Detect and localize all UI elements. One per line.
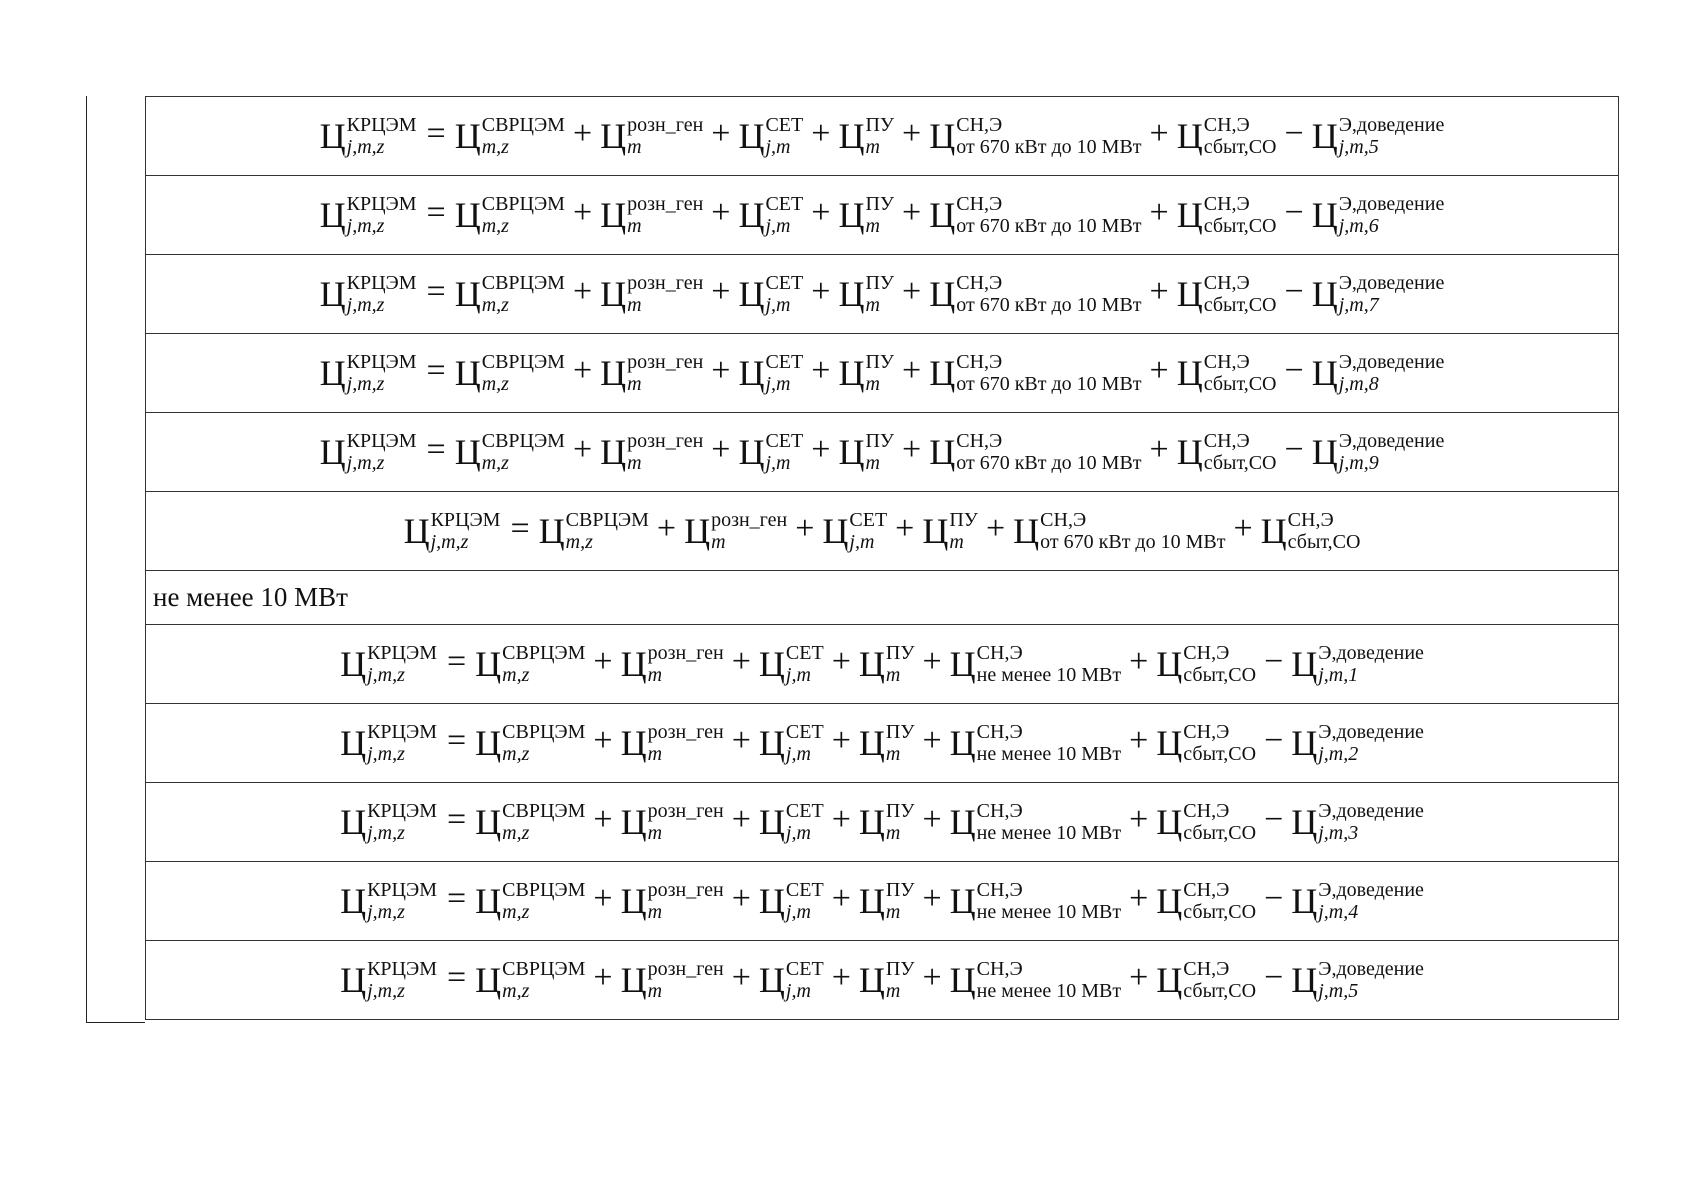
term-lhs: Ц КРЦЭМ j,m,z: [340, 800, 437, 844]
formula-cell: [146, 704, 1619, 783]
term-pu: Ц ПУ m: [838, 193, 895, 237]
term-sbyt: Ц СН,Э сбыт,СО: [1156, 721, 1257, 765]
table-row: [146, 941, 1619, 1020]
term-lhs: Ц КРЦЭМ j,m,z: [340, 958, 437, 1002]
term-svrcem: Ц СВРЦЭМ m,z: [454, 430, 565, 474]
term-svrcem: Ц СВРЦЭМ m,z: [454, 114, 565, 158]
term-dovedenie: Ц Э,доведение j,m,4: [1291, 879, 1424, 923]
table-row: [146, 334, 1619, 413]
term-set: Ц СЕТ j,m: [758, 800, 824, 844]
term-dovedenie: Ц Э,доведение j,m,2: [1291, 721, 1424, 765]
term-pu: Ц ПУ m: [858, 800, 915, 844]
term-sbyt: Ц СН,Э сбыт,СО: [1176, 272, 1277, 316]
term-lhs: Ц КРЦЭМ j,m,z: [319, 114, 417, 158]
formula-cell: [146, 97, 1619, 176]
term-svrcem: Ц СВРЦЭМ m,z: [475, 800, 586, 844]
term-svrcem: Ц СВРЦЭМ m,z: [454, 193, 565, 237]
term-sn: Ц СН,Э не менее 10 МВт: [949, 879, 1122, 923]
term-rozn-gen: Ц розн_ген m: [620, 721, 724, 765]
term-sn: Ц СН,Э не менее 10 МВт: [949, 958, 1122, 1002]
term-svrcem: Ц СВРЦЭМ m,z: [475, 958, 586, 1002]
term-rozn-gen: Ц розн_ген m: [600, 272, 704, 316]
formula-cell: [146, 413, 1619, 492]
table-row: [146, 862, 1619, 941]
term-sbyt: Ц СН,Э сбыт,СО: [1156, 642, 1257, 686]
table-row: [146, 625, 1619, 704]
term-pu: Ц ПУ m: [838, 114, 895, 158]
term-svrcem: Ц СВРЦЭМ m,z: [475, 721, 586, 765]
term-pu: Ц ПУ m: [858, 642, 915, 686]
table-row: [146, 783, 1619, 862]
term-dovedenie: Ц Э,доведение j,m,7: [1311, 272, 1445, 316]
term-sbyt: Ц СН,Э сбыт,СО: [1176, 193, 1277, 237]
formula: Ц КРЦЭМ j,m,z = Ц СВРЦЭМ m,z + Ц розн_ген m + Ц СЕТ j,m + Ц ПУ m + Ц СН,Э не менее 10 МВт + Ц СН,Э сбыт,СО − Ц Э,доведение j,m,1: [340, 642, 1424, 686]
term-dovedenie: Ц Э,доведение j,m,5: [1311, 114, 1445, 158]
term-sbyt: Ц СН,Э сбыт,СО: [1176, 351, 1277, 395]
term-set: Ц СЕТ j,m: [738, 351, 804, 395]
term-pu: Ц ПУ m: [858, 879, 915, 923]
term-lhs: Ц КРЦЭМ j,m,z: [340, 721, 437, 765]
term-pu: Ц ПУ m: [838, 351, 895, 395]
term-svrcem: Ц СВРЦЭМ m,z: [454, 272, 565, 316]
term-set: Ц СЕТ j,m: [738, 430, 804, 474]
term-svrcem: Ц СВРЦЭМ m,z: [538, 509, 649, 553]
term-sn: Ц СН,Э от 670 кВт до 10 МВт: [929, 193, 1142, 237]
table-row: [146, 492, 1619, 571]
table-row: [146, 255, 1619, 334]
term-rozn-gen: Ц розн_ген m: [620, 879, 724, 923]
formula: Ц КРЦЭМ j,m,z = Ц СВРЦЭМ m,z + Ц розн_ген m + Ц СЕТ j,m + Ц ПУ m + Ц СН,Э не менее 10 МВт + Ц СН,Э сбыт,СО − Ц Э,доведение j,m,5: [340, 958, 1424, 1002]
term-lhs: Ц КРЦЭМ j,m,z: [340, 879, 437, 923]
term-sbyt: Ц СН,Э сбыт,СО: [1156, 800, 1257, 844]
formula: Ц КРЦЭМ j,m,z = Ц СВРЦЭМ m,z + Ц розн_ген m + Ц СЕТ j,m + Ц ПУ m + Ц СН,Э от 670 кВт до 10 МВт + Ц СН,Э сбыт,СО: [403, 509, 1361, 553]
term-sn: Ц СН,Э не менее 10 МВт: [949, 642, 1122, 686]
formula-cell: [146, 862, 1619, 941]
formula: Ц КРЦЭМ j,m,z = Ц СВРЦЭМ m,z + Ц розн_ген m + Ц СЕТ j,m + Ц ПУ m + Ц СН,Э не менее 10 МВт + Ц СН,Э сбыт,СО − Ц Э,доведение j,m,4: [340, 879, 1424, 923]
term-rozn-gen: Ц розн_ген m: [684, 509, 788, 553]
term-lhs: Ц КРЦЭМ j,m,z: [340, 642, 437, 686]
formula-cell: [146, 783, 1619, 862]
term-set: Ц СЕТ j,m: [758, 721, 824, 765]
formula-table: [145, 96, 1619, 1020]
term-set: Ц СЕТ j,m: [738, 272, 804, 316]
table-row: [146, 176, 1619, 255]
section-header-cell: [146, 571, 1619, 625]
section-header-row: [146, 571, 1619, 625]
term-lhs: Ц КРЦЭМ j,m,z: [403, 509, 501, 553]
formula-cell: [146, 625, 1619, 704]
section-label: не менее 10 МВт: [153, 582, 348, 612]
term-dovedenie: Ц Э,доведение j,m,6: [1311, 193, 1445, 237]
formula-cell: [146, 334, 1619, 413]
term-rozn-gen: Ц розн_ген m: [620, 800, 724, 844]
term-pu: Ц ПУ m: [858, 721, 915, 765]
term-dovedenie: Ц Э,доведение j,m,1: [1291, 642, 1424, 686]
formula: Ц КРЦЭМ j,m,z = Ц СВРЦЭМ m,z + Ц розн_ген m + Ц СЕТ j,m + Ц ПУ m + Ц СН,Э от 670 кВт до 10 МВт + Ц СН,Э сбыт,СО − Ц Э,доведение j,m,6: [319, 193, 1445, 237]
formula: Ц КРЦЭМ j,m,z = Ц СВРЦЭМ m,z + Ц розн_ген m + Ц СЕТ j,m + Ц ПУ m + Ц СН,Э от 670 кВт до 10 МВт + Ц СН,Э сбыт,СО − Ц Э,доведение j,m,9: [319, 430, 1445, 474]
table-row: [146, 97, 1619, 176]
term-sn: Ц СН,Э от 670 кВт до 10 МВт: [929, 430, 1142, 474]
term-set: Ц СЕТ j,m: [758, 879, 824, 923]
term-sn: Ц СН,Э от 670 кВт до 10 МВт: [929, 351, 1142, 395]
formula: Ц КРЦЭМ j,m,z = Ц СВРЦЭМ m,z + Ц розн_ген m + Ц СЕТ j,m + Ц ПУ m + Ц СН,Э от 670 кВт до 10 МВт + Ц СН,Э сбыт,СО − Ц Э,доведение j,m,8: [319, 351, 1445, 395]
term-lhs: Ц КРЦЭМ j,m,z: [319, 430, 417, 474]
term-sn: Ц СН,Э от 670 кВт до 10 МВт: [1013, 509, 1226, 553]
term-sbyt: Ц СН,Э сбыт,СО: [1176, 430, 1277, 474]
term-sbyt: Ц СН,Э сбыт,СО: [1176, 114, 1277, 158]
left-margin-rule: [86, 96, 87, 1023]
term-lhs: Ц КРЦЭМ j,m,z: [319, 193, 417, 237]
formula: Ц КРЦЭМ j,m,z = Ц СВРЦЭМ m,z + Ц розн_ген m + Ц СЕТ j,m + Ц ПУ m + Ц СН,Э от 670 кВт до 10 МВт + Ц СН,Э сбыт,СО − Ц Э,доведение j,m,5: [319, 114, 1445, 158]
term-lhs: Ц КРЦЭМ j,m,z: [319, 272, 417, 316]
term-pu: Ц ПУ m: [838, 272, 895, 316]
term-pu: Ц ПУ m: [858, 958, 915, 1002]
term-sn: Ц СН,Э от 670 кВт до 10 МВт: [929, 114, 1142, 158]
formula: Ц КРЦЭМ j,m,z = Ц СВРЦЭМ m,z + Ц розн_ген m + Ц СЕТ j,m + Ц ПУ m + Ц СН,Э не менее 10 МВт + Ц СН,Э сбыт,СО − Ц Э,доведение j,m,2: [340, 721, 1424, 765]
term-svrcem: Ц СВРЦЭМ m,z: [475, 642, 586, 686]
term-rozn-gen: Ц розн_ген m: [600, 351, 704, 395]
term-rozn-gen: Ц розн_ген m: [620, 642, 724, 686]
formula-cell: [146, 941, 1619, 1020]
bottom-margin-rule: [86, 1022, 145, 1023]
term-lhs: Ц КРЦЭМ j,m,z: [319, 351, 417, 395]
term-set: Ц СЕТ j,m: [758, 642, 824, 686]
term-sn: Ц СН,Э не менее 10 МВт: [949, 800, 1122, 844]
term-dovedenie: Ц Э,доведение j,m,5: [1291, 958, 1424, 1002]
table-row: [146, 413, 1619, 492]
term-sn: Ц СН,Э не менее 10 МВт: [949, 721, 1122, 765]
term-set: Ц СЕТ j,m: [758, 958, 824, 1002]
term-rozn-gen: Ц розн_ген m: [600, 193, 704, 237]
term-sbyt: Ц СН,Э сбыт,СО: [1156, 879, 1257, 923]
term-set: Ц СЕТ j,m: [738, 114, 804, 158]
term-dovedenie: Ц Э,доведение j,m,3: [1291, 800, 1424, 844]
formula: Ц КРЦЭМ j,m,z = Ц СВРЦЭМ m,z + Ц розн_ген m + Ц СЕТ j,m + Ц ПУ m + Ц СН,Э не менее 10 МВт + Ц СН,Э сбыт,СО − Ц Э,доведение j,m,3: [340, 800, 1424, 844]
term-dovedenie: Ц Э,доведение j,m,8: [1311, 351, 1445, 395]
term-sbyt: Ц СН,Э сбыт,СО: [1260, 509, 1361, 553]
term-sn: Ц СН,Э от 670 кВт до 10 МВт: [929, 272, 1142, 316]
term-svrcem: Ц СВРЦЭМ m,z: [454, 351, 565, 395]
term-dovedenie: Ц Э,доведение j,m,9: [1311, 430, 1445, 474]
term-pu: Ц ПУ m: [838, 430, 895, 474]
term-set: Ц СЕТ j,m: [738, 193, 804, 237]
formula: Ц КРЦЭМ j,m,z = Ц СВРЦЭМ m,z + Ц розн_ген m + Ц СЕТ j,m + Ц ПУ m + Ц СН,Э от 670 кВт до 10 МВт + Ц СН,Э сбыт,СО − Ц Э,доведение j,m,7: [319, 272, 1445, 316]
term-set: Ц СЕТ j,m: [822, 509, 888, 553]
term-pu: Ц ПУ m: [922, 509, 978, 553]
term-rozn-gen: Ц розн_ген m: [600, 114, 704, 158]
term-svrcem: Ц СВРЦЭМ m,z: [475, 879, 586, 923]
term-rozn-gen: Ц розн_ген m: [620, 958, 724, 1002]
formula-cell: [146, 176, 1619, 255]
term-rozn-gen: Ц розн_ген m: [600, 430, 704, 474]
table-row: [146, 704, 1619, 783]
term-sbyt: Ц СН,Э сбыт,СО: [1156, 958, 1257, 1002]
formula-cell: [146, 492, 1619, 571]
formula-cell: [146, 255, 1619, 334]
